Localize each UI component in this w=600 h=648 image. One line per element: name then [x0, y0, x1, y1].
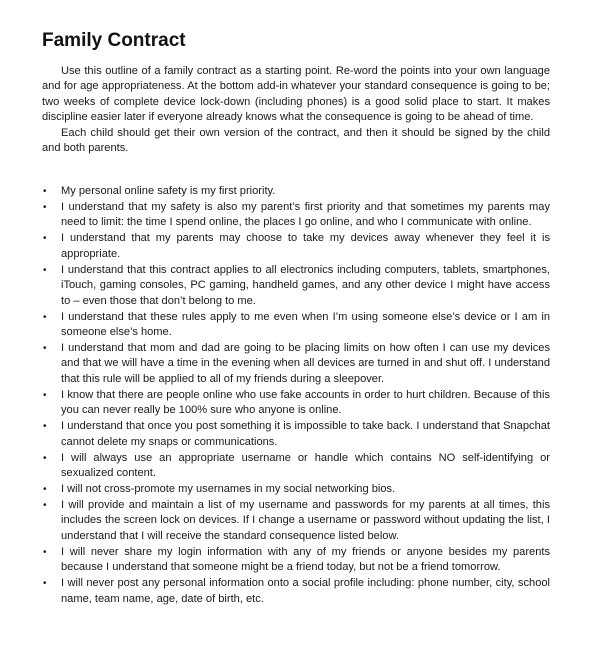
rule-text: I will provide and maintain a list of my username and passwords for my parents at all times, this includes the screen lock on devices. If I change a username or password without updating the list, I understand that I will receive the standard consequence listed below.: [61, 499, 550, 542]
bullet-icon: •: [43, 264, 47, 276]
list-item: [42, 482, 550, 497]
list-item: [42, 341, 550, 387]
document-title: Family Contract: [42, 30, 186, 51]
list-item: [42, 451, 550, 482]
intro-section: [42, 64, 550, 156]
bullet-icon: •: [43, 343, 47, 355]
bullet-icon: •: [43, 186, 47, 197]
bullet-icon: •: [43, 389, 47, 401]
list-item: [42, 498, 550, 544]
rule-text: I will not cross-promote my usernames in my social networking bios.: [61, 483, 396, 496]
list-item: [42, 419, 550, 450]
list-item: [42, 263, 550, 309]
intro-paragraph: Each child should get their own version of the contract, and then it should be signed by the child and both parents.: [42, 126, 550, 155]
list-item: [42, 576, 550, 607]
bullet-icon: •: [43, 500, 47, 512]
rule-text: I understand that my safety is also my parent’s first priority and that sometimes my parents may need to limit: the time I spend online, the places I go online, and who I communicate with online.: [61, 201, 550, 229]
rules-list: [42, 184, 550, 608]
rule-text: I will never share my login information with any of my friends or anyone besides my parents because I understand that someone might be a friend today, but not be a friend tomorrow.: [61, 545, 550, 574]
list-item: [42, 388, 550, 419]
list-item: [42, 545, 550, 576]
bullet-icon: •: [43, 578, 47, 590]
bullet-icon: •: [43, 452, 47, 464]
rule-text: I will always use an appropriate username or handle which contains NO self-identifying or sexualized content.: [61, 451, 550, 480]
rule-text: I understand that these rules apply to me even when I’m using someone else’s device or I am in someone else’s home.: [61, 310, 550, 339]
list-item: [42, 184, 550, 199]
rule-text: I know that there are people online who use fake accounts in order to hurt children. Because of this you can never really be 100% sure who anyone is online.: [61, 388, 550, 417]
intro-paragraph: Use this outline of a family contract as a starting point. Re-word the points into your own language and for age appropriateness. At the bottom add-in whatever your standard consequence is going to be; two weeks of complete device lock-down (including phones) is a good solid place to start. It makes discipline easier later if everyone already knows what the consequence is going to be ahead of time.: [42, 65, 550, 124]
rule-text: My personal online safety is my first priority.: [61, 185, 276, 197]
list-item: [42, 231, 550, 262]
bullet-icon: •: [43, 421, 47, 433]
rule-text: I understand that my parents may choose to take my devices away whenever they feel it is appropriate.: [61, 232, 550, 260]
rule-text: I will never post any personal information onto a social profile including: phone number, city, school name, team name, age, date of birth, etc.: [61, 577, 550, 605]
bullet-icon: •: [43, 546, 47, 558]
rule-text: I understand that this contract applies to all electronics including computers, tablets, smartphones, iTouch, gaming consoles, PC gaming, handheld games, and any other device I might have access to – even those that don’t belong to me.: [61, 263, 550, 307]
list-item: [42, 200, 550, 231]
bullet-icon: •: [43, 311, 47, 323]
bullet-icon: •: [43, 233, 47, 245]
rule-text: I understand that mom and dad are going to be placing limits on how often I can use my devices and that we will have a time in the evening when all devices are turned in and shut off. I understand that this rule will be applied to all of my friends during a sleepover.: [61, 342, 550, 385]
bullet-icon: •: [43, 484, 47, 496]
bullet-icon: •: [43, 202, 47, 213]
list-item: [42, 310, 550, 341]
rule-text: I understand that once you post something it is impossible to take back. I understand that Snapchat cannot delete my snaps or communications.: [61, 420, 550, 448]
